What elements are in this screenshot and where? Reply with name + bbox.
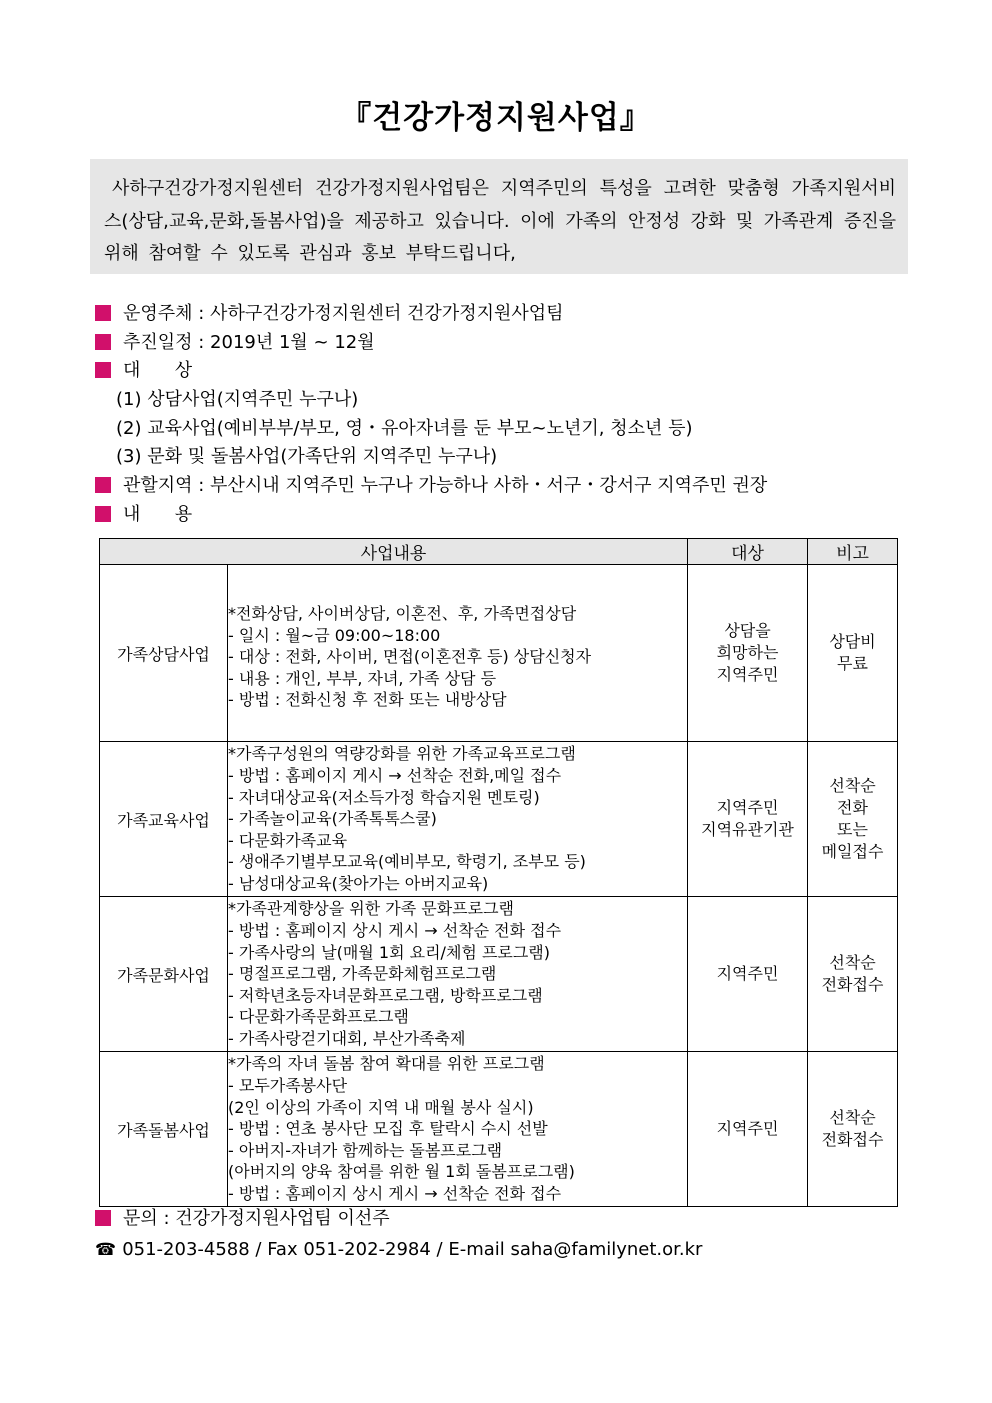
row-note (808, 565, 898, 742)
square-bullet-icon (95, 506, 111, 522)
content-line: *전화상담, 사이버상담, 이혼전、후, 가족면접상담 (228, 604, 577, 624)
note-text: 전화접수 (821, 1130, 884, 1149)
operator-text: 운영주체 : 사하구건강가정지원센터 건강가정지원사업팀 (123, 303, 564, 324)
content-line: - 명절프로그램, 가족문화체험프로그램 (228, 964, 497, 984)
content-line: (2인 이상의 가족이 지역 내 매월 봉사 실시) (228, 1097, 534, 1117)
row-target (688, 565, 808, 742)
content-line: - 자녀대상교육(저소득가정 학습지원 멘토링) (228, 787, 540, 807)
content-line: - 방법 : 홈페이지 게시 → 선착순 전화,메일 접수 (228, 766, 562, 786)
target-text: 지역주민 (716, 964, 779, 983)
header-target: 대상 (688, 539, 808, 565)
page-title: 『건강가정지원사업』 (340, 100, 652, 136)
content-line: *가족의 자녀 돌봄 참여 확대를 위한 프로그램 (228, 1054, 545, 1074)
note-text: 또는 (837, 820, 868, 839)
content-heading: 내 용 (123, 504, 193, 525)
square-bullet-icon (95, 334, 111, 350)
square-bullet-icon (95, 1210, 111, 1226)
content-line: - 모두가족봉사단 (228, 1076, 348, 1096)
row-category: 가족상담사업 (100, 565, 228, 742)
note-text: 상담비 (829, 632, 876, 651)
content-line: - 다문화가족교육 (228, 830, 348, 850)
region-line (95, 474, 767, 498)
target-heading-line (95, 359, 192, 383)
content-line: - 일시 : 월~금 09:00~18:00 (228, 625, 441, 645)
row-content (228, 1052, 688, 1207)
target-text: 지역유관기관 (701, 820, 794, 839)
content-line: - 방법 : 홈페이지 상시 게시 → 선착순 전화 접수 (228, 921, 562, 941)
header-note: 비고 (808, 539, 898, 565)
row-category: 가족문화사업 (100, 897, 228, 1052)
table-row (100, 897, 898, 1052)
target-heading: 대 상 (123, 360, 193, 381)
contact-line (95, 1239, 702, 1260)
row-note (808, 1052, 898, 1207)
target-item-3: (3) 문화 및 돌봄사업(가족단위 지역주민 누구나) (116, 446, 498, 467)
row-content (228, 897, 688, 1052)
content-line: - 저학년초등자녀문화프로그램, 방학프로그램 (228, 985, 543, 1005)
row-note (808, 897, 898, 1052)
content-line: - 방법 : 홈페이지 상시 게시 → 선착순 전화 접수 (228, 1183, 562, 1203)
table-row (100, 1052, 898, 1207)
table-row (100, 742, 898, 897)
content-line: - 내용 : 개인, 부부, 자녀, 가족 상담 등 (228, 668, 497, 688)
note-text: 선착순 (829, 1108, 876, 1127)
note-text: 무료 (837, 654, 868, 673)
row-category: 가족교육사업 (100, 742, 228, 897)
target-text: 지역주민 (716, 665, 779, 684)
inquiry-text: 문의 : 건강가정지원사업팀 이선주 (123, 1208, 390, 1229)
content-line: *가족관계향상을 위한 가족 문화프로그램 (228, 899, 515, 919)
target-text: 상담을 (724, 621, 771, 640)
square-bullet-icon (95, 362, 111, 378)
row-target (688, 1052, 808, 1207)
content-line: - 다문화가족문화프로그램 (228, 1007, 409, 1027)
table-row (100, 565, 898, 742)
note-text: 전화 (837, 798, 868, 817)
schedule-line (95, 331, 375, 355)
target-text: 지역주민 (716, 1119, 779, 1138)
row-category: 가족돌봄사업 (100, 1052, 228, 1207)
schedule-text: 추진일정 : 2019년 1월 ~ 12월 (123, 332, 375, 353)
content-line: - 대상 : 전화, 사이버, 면접(이혼전후 등) 상담신청자 (228, 647, 592, 667)
operator-line (95, 302, 564, 326)
inquiry-line (95, 1207, 390, 1231)
content-line: *가족구성원의 역량강화를 위한 가족교육프로그램 (228, 744, 576, 764)
note-text: 전화접수 (821, 975, 884, 994)
target-text: 지역주민 (716, 798, 779, 817)
row-content (228, 742, 688, 897)
content-heading-line (95, 503, 192, 527)
square-bullet-icon (95, 305, 111, 321)
note-text: 메일접수 (821, 842, 884, 861)
row-content (228, 565, 688, 742)
content-line: - 가족사랑걷기대회, 부산가족축제 (228, 1028, 466, 1048)
program-table (99, 538, 898, 1207)
content-line: - 방법 : 전화신청 후 전화 또는 내방상담 (228, 690, 507, 710)
table-header-row (100, 539, 898, 565)
note-text: 선착순 (829, 953, 876, 972)
header-content: 사업내용 (100, 539, 688, 565)
row-target (688, 897, 808, 1052)
content-line: - 남성대상교육(찾아가는 아버지교육) (228, 873, 489, 893)
target-item-1: (1) 상담사업(지역주민 누구나) (116, 389, 359, 410)
row-target (688, 742, 808, 897)
intro-paragraph: 사하구건강가정지원센터 건강가정지원사업팀은 지역주민의 특성을 고려한 맞춤형 가족지원서비스(상담,교육,문화,돌봄사업)을 제공하고 있습니다. 이에 가족의 안정성 강화 및 가족관계 증진을 위해 참여할 수 있도록 관심과 홍보 부탁드립니다, (90, 159, 908, 274)
content-line: - 가족놀이교육(가족톡톡스쿨) (228, 809, 437, 829)
contact-text: 051-203-4588 / Fax 051-202-2984 / E-mail saha@familynet.or.kr (122, 1239, 703, 1260)
content-line: - 가족사랑의 날(매월 1회 요리/체험 프로그램) (228, 942, 551, 962)
content-line: - 아버지-자녀가 함께하는 돌봄프로그램 (228, 1140, 503, 1160)
target-text: 희망하는 (716, 643, 779, 662)
region-text: 관할지역 : 부산시내 지역주민 누구나 가능하나 사하・서구・강서구 지역주민 권장 (123, 475, 768, 496)
row-note (808, 742, 898, 897)
target-item-2: (2) 교육사업(예비부부/부모, 영・유아자녀를 둔 부모~노년기, 청소년 등) (116, 418, 693, 439)
note-text: 선착순 (829, 776, 876, 795)
content-line: (아버지의 양육 참여를 위한 월 1회 돌봄프로그램) (228, 1162, 575, 1182)
phone-icon: ☎ (95, 1240, 117, 1260)
square-bullet-icon (95, 477, 111, 493)
content-line: - 방법 : 연초 봉사단 모집 후 탈락시 수시 선발 (228, 1119, 548, 1139)
content-line: - 생애주기별부모교육(예비부모, 학령기, 조부모 등) (228, 852, 586, 872)
